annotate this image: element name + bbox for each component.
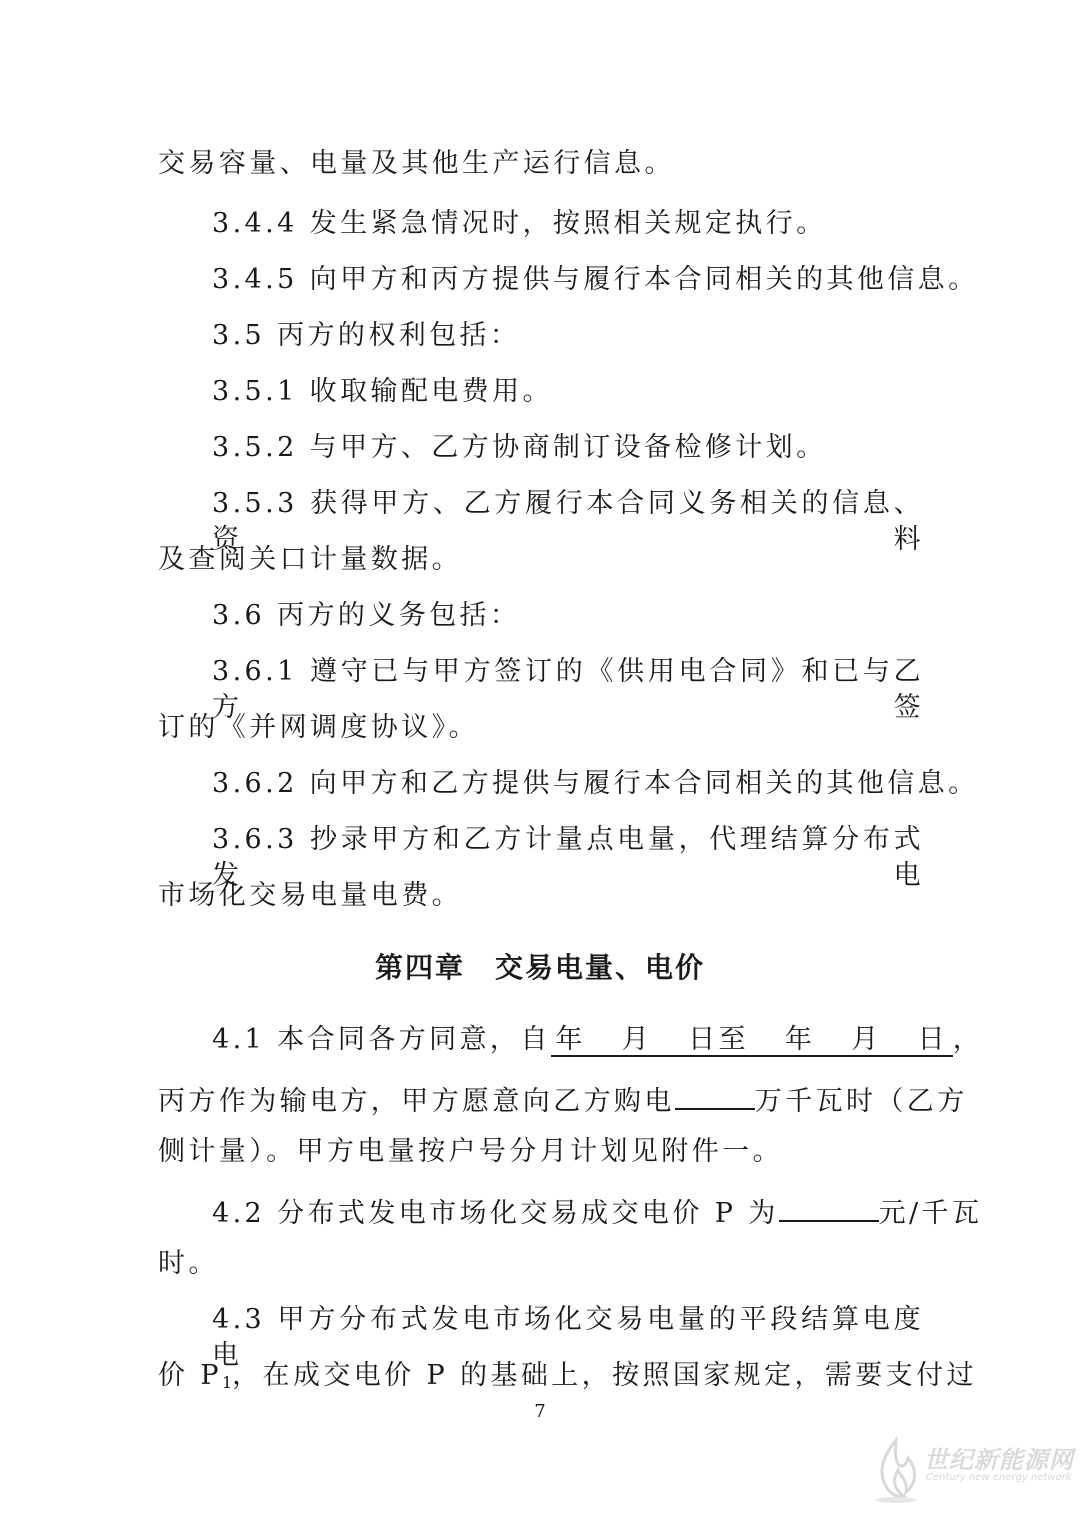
chapter-title: 交易电量、电价 (495, 951, 706, 984)
clause-4-1-suffix: ， (952, 1024, 984, 1055)
clause-4-1-prefix: 4.1 本合同各方同意，自 (212, 1024, 551, 1055)
watermark (868, 1436, 1074, 1506)
price-blank (779, 1190, 879, 1222)
quantity-blank (675, 1078, 755, 1110)
clause-3-6: 3.6 丙方的义务包括： (212, 600, 521, 631)
date-range-blank: 年 月 日至 年 月 日 (551, 1025, 953, 1057)
page-number: 7 (534, 1401, 546, 1422)
text-line: 市场化交易电量电费。 (158, 880, 462, 911)
clause-4-2-line2: 时。 (158, 1248, 219, 1279)
chapter-number: 第四章 (374, 951, 465, 984)
clause-4-1-line2-suffix: 万千瓦时（乙方 (754, 1086, 968, 1117)
clause-3-5-2: 3.5.2 与甲方、乙方协商制订设备检修计划。 (212, 432, 827, 463)
clause-3-5-3: 3.5.3 获得甲方、乙方履行本合同义务相关的信息、资料 (212, 488, 924, 555)
clause-4-1-line2 (158, 1078, 968, 1120)
clause-4-1-line3: 侧计量）。甲方电量按户号分月计划见附件一。 (158, 1136, 783, 1167)
clause-3-6-1: 3.6.1 遵守已与甲方签订的《供用电合同》和已与乙方签 (212, 656, 924, 723)
text-line: 订的《并网调度协议》。 (158, 712, 479, 743)
clause-4-1-line2-prefix: 丙方作为输电方，甲方愿意向乙方购电 (158, 1086, 675, 1117)
price-subscript: 1 (221, 1373, 233, 1392)
clause-4-2-prefix: 4.2 分布式发电市场化交易成交电价 P 为 (212, 1198, 779, 1229)
clause-3-5: 3.5 丙方的权利包括： (212, 320, 521, 351)
clause-3-4-5: 3.4.5 向甲方和丙方提供与履行本合同相关的其他信息。 (212, 264, 979, 295)
flame-logo-icon (868, 1436, 924, 1506)
clause-3-6-2: 3.6.2 向甲方和乙方提供与履行本合同相关的其他信息。 (212, 768, 979, 799)
clause-4-3-line2 (158, 1358, 977, 1401)
clause-4-2 (212, 1190, 983, 1232)
chapter-heading (0, 950, 1080, 986)
clause-4-3-line2-suffix: ，在成交电价 P 的基础上，按照国家规定，需要支付过 (232, 1360, 977, 1391)
text-line: 交易容量、电量及其他生产运行信息。 (158, 148, 675, 179)
text-line: 及查阅关口计量数据。 (158, 544, 462, 575)
clause-4-3-line2-prefix: 价 P (158, 1360, 222, 1391)
watermark-subtext: Century new energy network (926, 1472, 1072, 1483)
clause-3-5-1: 3.5.1 收取输配电费用。 (212, 376, 553, 407)
clause-4-2-suffix: 元/千瓦 (878, 1198, 983, 1229)
clause-3-6-3: 3.6.3 抄录甲方和乙方计量点电量，代理结算分布式发电 (212, 824, 924, 891)
watermark-text: 世纪新能源网 (924, 1446, 1074, 1474)
clause-4-3: 4.3 甲方分布式发电市场化交易电量的平段结算电度电 (212, 1304, 924, 1371)
clause-4-1 (212, 1022, 984, 1058)
clause-3-4-4: 3.4.4 发生紧急情况时，按照相关规定执行。 (212, 208, 827, 239)
